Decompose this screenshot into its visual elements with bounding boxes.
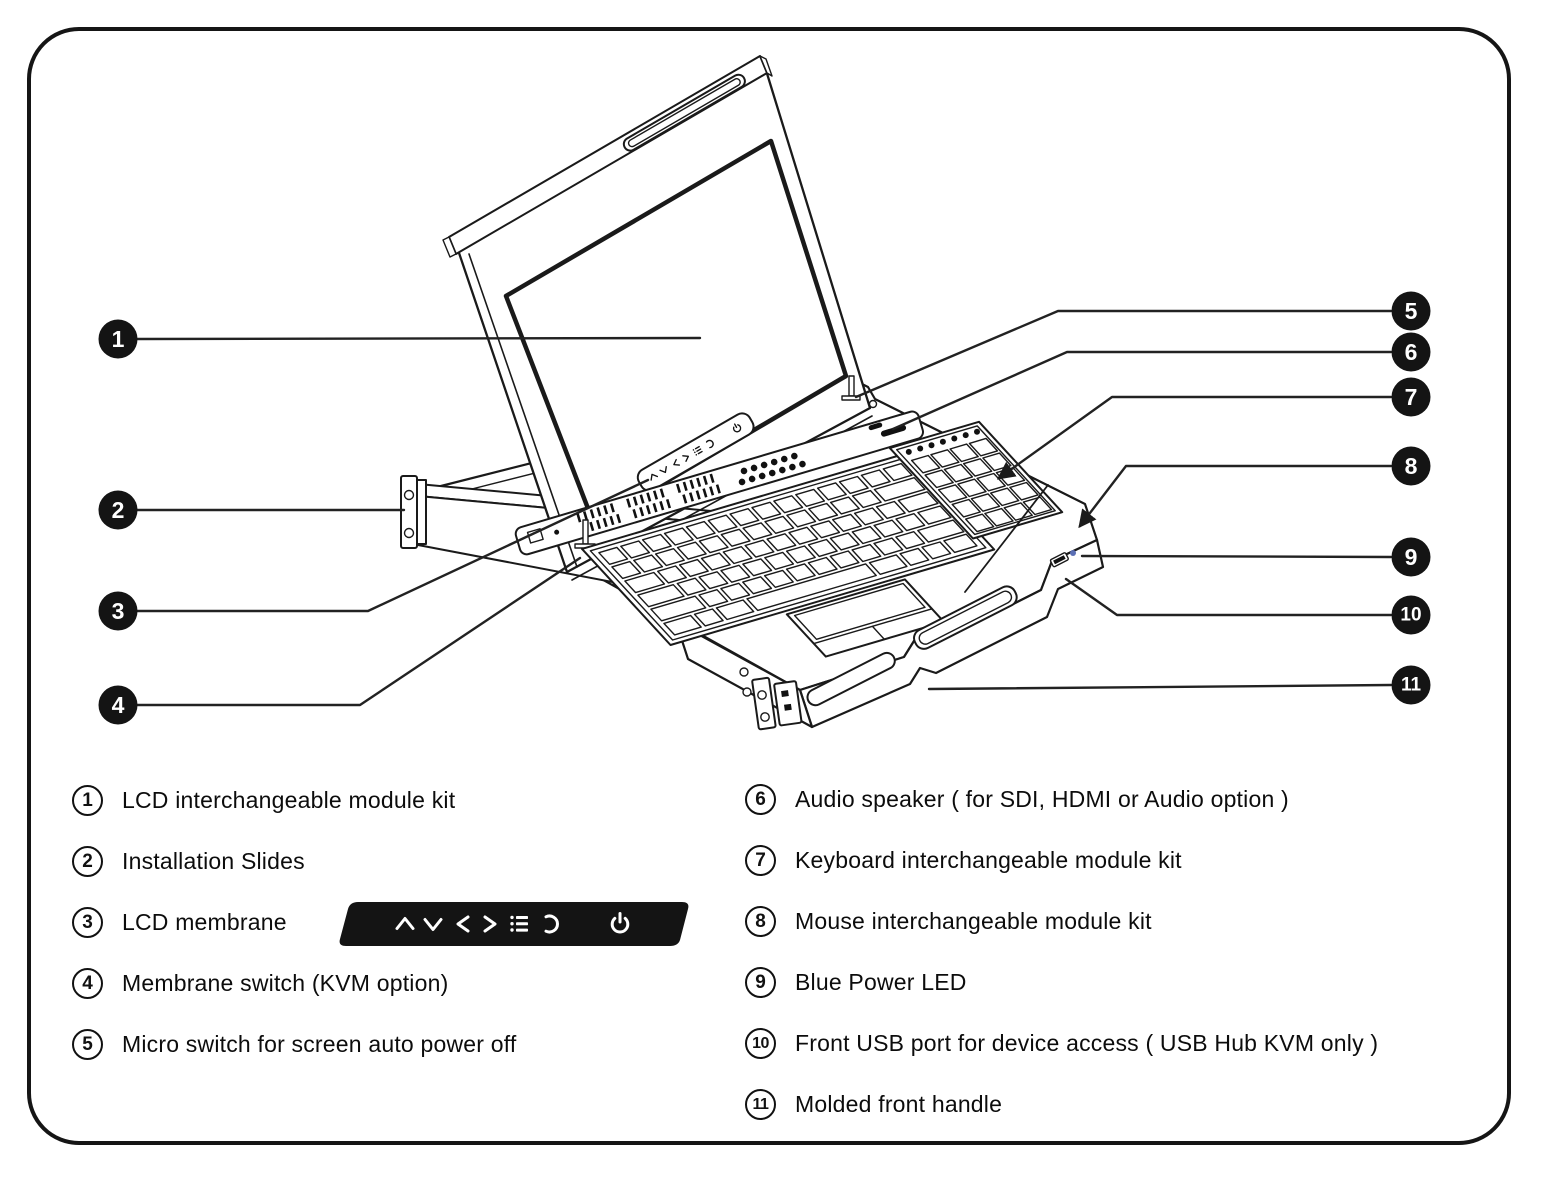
legend-item-number: 5 (72, 1029, 103, 1060)
svg-text:2: 2 (111, 497, 125, 523)
leader-line-4 (137, 558, 580, 705)
legend-item (745, 1074, 1378, 1135)
leader-line-9 (1082, 556, 1391, 557)
callout-8 (1392, 447, 1431, 486)
legend-item-label: Audio speaker ( for SDI, HDMI or Audio option ) (795, 786, 1289, 812)
membrane-button (917, 446, 923, 452)
legend-item-number: 3 (72, 907, 103, 938)
bracket-hole (405, 529, 414, 538)
bracket-hole (405, 491, 414, 500)
legend-item-label: Front USB port for device access ( USB Hub KVM only ) (795, 1030, 1379, 1056)
membrane-button (929, 442, 935, 448)
legend-item-number: 9 (745, 967, 776, 998)
legend-right-column (745, 769, 1378, 1135)
legend-item-label: Molded front handle (795, 1091, 1003, 1117)
leader-line-6 (893, 352, 1391, 429)
legend-item-number: 8 (745, 906, 776, 937)
rail-bracket-flange (417, 480, 426, 544)
legend-item-number: 1 (72, 785, 103, 816)
membrane-button (940, 439, 946, 445)
legend-item-label: Keyboard interchangeable module kit (795, 847, 1182, 873)
legend-item-number: 2 (72, 846, 103, 877)
svg-text:4: 4 (111, 692, 125, 718)
leader-line-11 (929, 685, 1391, 689)
callout-10 (1392, 596, 1431, 635)
callout-3 (99, 592, 138, 631)
membrane-button (951, 436, 957, 442)
power-led (1070, 550, 1076, 556)
callout-2 (99, 491, 138, 530)
leader-line-8 (1080, 466, 1391, 526)
callout-11 (1392, 666, 1431, 705)
legend-item-label: Membrane switch (KVM option) (122, 970, 449, 996)
svg-text:6: 6 (1404, 339, 1418, 365)
callout-4 (99, 686, 138, 725)
membrane-button (974, 429, 980, 435)
legend-item-label: Installation Slides (122, 848, 305, 874)
legend-item-label: Mouse interchangeable module kit (795, 908, 1152, 934)
callout-1 (99, 320, 138, 359)
leader-line-5 (856, 311, 1391, 397)
legend-item-number: 11 (745, 1089, 776, 1120)
callout-6 (1392, 333, 1431, 372)
legend-item (745, 952, 1378, 1013)
leader-line-1 (137, 338, 700, 339)
legend-item (745, 891, 1378, 952)
legend-item-label: LCD interchangeable module kit (122, 787, 456, 813)
svg-text:7: 7 (1404, 384, 1418, 410)
bracket-plate (774, 681, 802, 726)
deck-screw (870, 401, 877, 408)
legend-item (745, 830, 1378, 891)
membrane-button (906, 449, 912, 455)
legend-item (72, 953, 517, 1014)
legend-item (72, 770, 517, 831)
svg-text:3: 3 (111, 598, 125, 624)
legend-item (745, 769, 1378, 830)
membrane-bar-graphic (336, 899, 692, 949)
svg-text:11: 11 (1400, 674, 1422, 696)
callout-5 (1392, 292, 1431, 331)
callout-9 (1392, 538, 1431, 577)
legend-item-number: 6 (745, 784, 776, 815)
legend-item-label: LCD membrane (122, 909, 287, 935)
legend-item (72, 1014, 517, 1075)
membrane-button (963, 432, 969, 438)
legend-item-number: 10 (745, 1028, 776, 1059)
svg-text:1: 1 (111, 326, 125, 352)
svg-text:10: 10 (1400, 604, 1422, 626)
svg-text:9: 9 (1404, 544, 1418, 570)
legend-item-label: Blue Power LED (795, 969, 967, 995)
svg-text:8: 8 (1404, 453, 1418, 479)
legend-item (745, 1013, 1378, 1074)
svg-text:5: 5 (1404, 298, 1418, 324)
legend-item-number: 4 (72, 968, 103, 999)
legend-item-label: Micro switch for screen auto power off (122, 1031, 517, 1057)
leader-line-10 (1066, 579, 1391, 615)
legend-item-number: 7 (745, 845, 776, 876)
legend-item (72, 831, 517, 892)
callout-7 (1392, 378, 1431, 417)
